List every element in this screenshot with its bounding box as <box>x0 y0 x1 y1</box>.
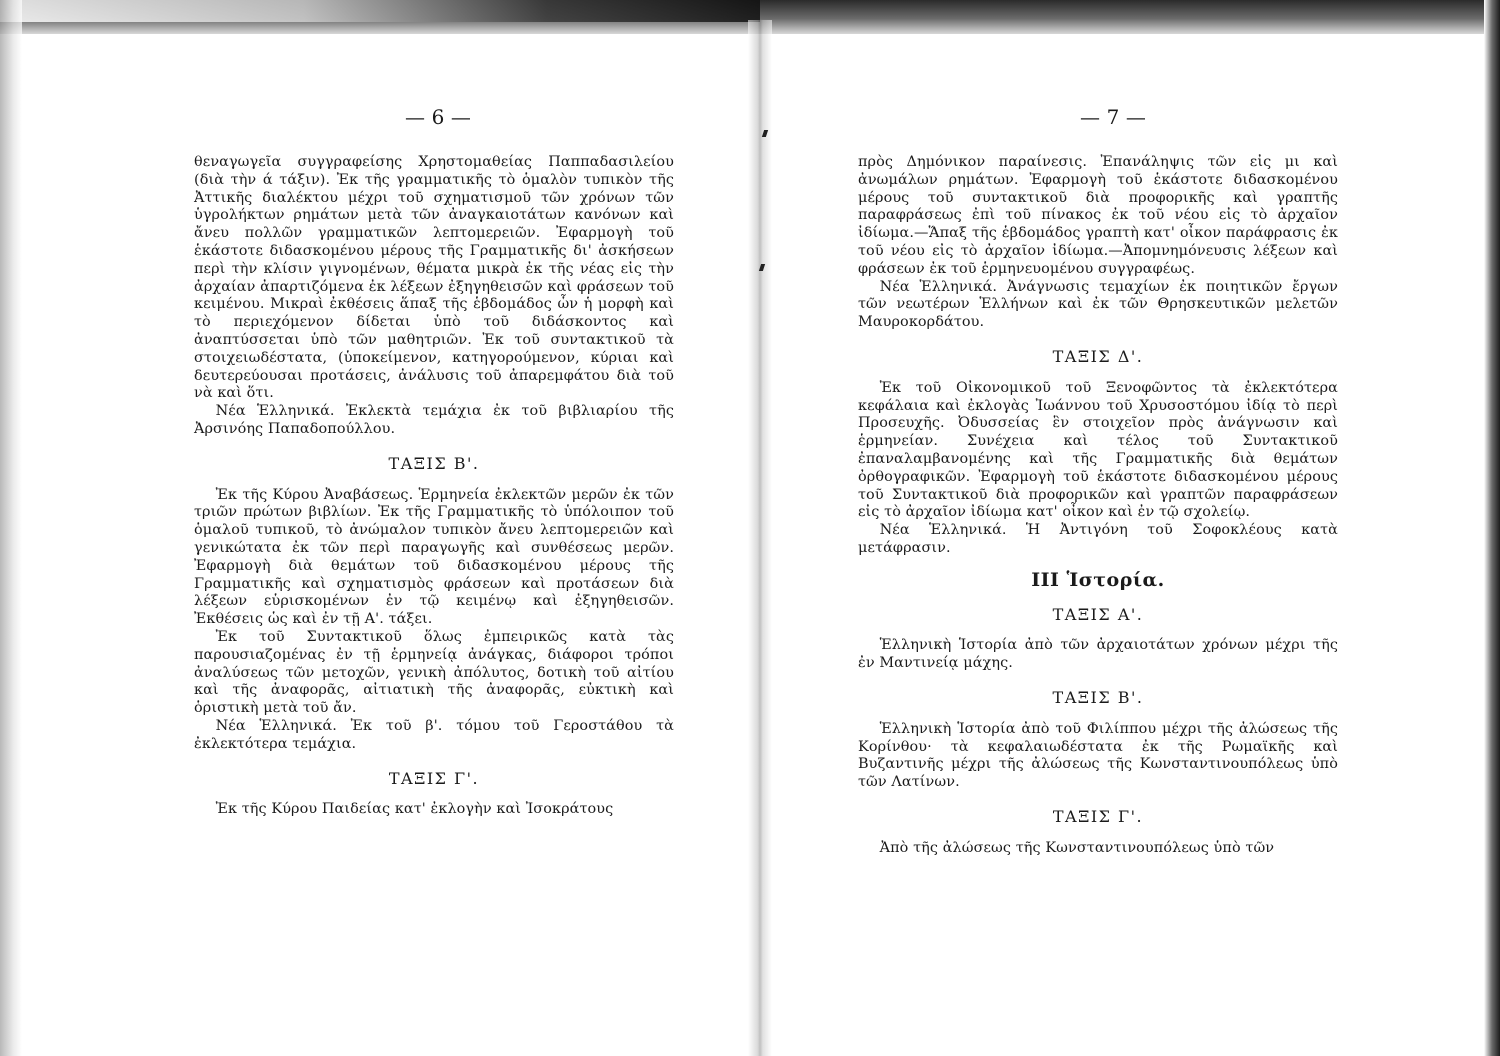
paragraph: Ἐκ τῆς Κύρου Παιδείας κατ' ἐκλογὴν καὶ Ἰσοκράτους <box>215 801 614 818</box>
left-page <box>194 104 674 819</box>
section-heading: ΤΑΞΙΣ Γ'. <box>388 768 480 788</box>
paragraph: Ἐκ τῆς Κύρου Ἀναβάσεως. Ἑρμηνεία ἐκλεκτῶν μερῶν ἐκ τῶν τριῶν πρώτων βιβλίων. Ἐκ τῆς Γραμματικῆς τὸ ὑπόλοιπον τοῦ ὁμαλοῦ τυπικοῦ, τὸ ἀνώμαλον τυπικὸν ἄνευ λεπτομερειῶν καὶ γενικώτατα ἐκ τῶν περὶ παραγωγῆς καὶ συνθέσεως μερῶν. Ἐφαρμογὴ διὰ θεμάτων τοῦ διδασκομένου μέρους τῆς Γραμματικῆς καὶ σχηματισμὸς φράσεων καὶ προτάσεων διὰ λέξεων εὑρισκομένων ἐν τῷ κειμένῳ καὶ ἐξηγηθεισῶν. Ἐκθέσεις ὡς καὶ ἐν τῇ Α'. τάξει. <box>194 486 674 628</box>
paragraph: Νέα Ἑλληνικά. Ἐκ τοῦ β'. τόμου τοῦ Γεροστάθου τὰ ἐκλεκτότερα τεμάχια. <box>194 717 674 752</box>
paragraph: Ἐκ τοῦ Συντακτικοῦ ὅλως ἐμπειρικῶς κατὰ τὰς παρουσιαζομένας ἐν τῇ ἑρμηνείᾳ ἀνάγκας, διάφοροι τρόποι ἀναλύσεως τῶν μετοχῶν, γενικὴ ἀπόλυτος, δοτικὴ τοῦ αἰτίου καὶ τῆς ἀναφορᾶς, αἰτιατικὴ τῆς ἀναφορᾶς, εὐκτικὴ καὶ ὁριστικὴ μετὰ τοῦ ἄν. <box>194 628 674 717</box>
scan-right-edge <box>1484 0 1500 1056</box>
paragraph: Ἑλληνικὴ Ἱστορία ἀπὸ τοῦ Φιλίππου μέχρι τῆς ἀλώσεως τῆς Κορίνθου· τὰ κεφαλαιωδέστατα ἐκ τῆς Ρωμαϊκῆς καὶ Βυζαντινῆς μέχρι τῆς ἀλώσεως τῆς Κωνσταντινουπόλεως ὑπὸ τῶν Λατίνων. <box>858 720 1338 791</box>
page-number: — 7 — <box>1080 105 1146 129</box>
paragraph: πρὸς Δημόνικον παραίνεσις. Ἐπανάληψις τῶν εἰς μι καὶ ἀνωμάλων ρημάτων. Ἐφαρμογὴ τοῦ ἑκάστοτε διδασκομένου μέρους τοῦ συντακτικοῦ διὰ προφορικῆς καὶ γραπτῆς παραφράσεως ἐπὶ τοῦ πίνακος ἐκ τοῦ νέου εἰς τὸ ἀρχαῖον ἰδίωμα.—Ἅπαξ τῆς ἑβδομάδος γραπτὴ κατ' οἶκον παράφρασις ἐκ τοῦ νέου εἰς τὸ ἀρχαῖον ἰδίωμα.—Ἀπομνημόνευσις λέξεων καὶ φράσεων ἐκ τοῦ ἑρμηνευομένου συγγραφέως. <box>858 154 1338 277</box>
scan-left-edge <box>0 0 22 1056</box>
chapter-heading: III Ἱστορία. <box>1031 568 1165 591</box>
paragraph: Νέα Ἑλληνικά. Ἡ Ἀντιγόνη τοῦ Σοφοκλέους κατὰ μετάφρασιν. <box>858 522 1338 556</box>
paragraph: Νέα Ἑλληνικά. Ἐκλεκτὰ τεμάχια ἐκ τοῦ βιβλιαρίου τῆς Ἀρσινόης Παπαδοπούλλου. <box>194 403 674 437</box>
right-page <box>858 104 1338 858</box>
scan-top-border-shadow <box>0 0 760 22</box>
section-heading: ΤΑΞΙΣ Γ'. <box>1052 806 1144 826</box>
section-heading: ΤΑΞΙΣ Α'. <box>1052 604 1144 624</box>
book-gutter <box>748 20 772 1056</box>
paragraph: θεναγωγεῖα συγγραφείσης Χρηστομαθείας Παππαδασιλείου (διὰ τὴν ά τάξιν). Ἐκ τῆς γραμματικῆς τὸ ὁμαλὸν τυπικὸν τῆς Ἀττικῆς διαλέκτου μέχρι τοῦ σχηματισμοῦ τῶν χρόνων τῶν ὑγρολήκτων ρημάτων μετὰ τῶν ἀναγκαιοτάτων κανόνων καὶ ἄνευ πολλῶν γραμματικῶν λεπτομερειῶν. Ἐφαρμογὴ τοῦ ἑκάστοτε διδασκομένου μέρους τῆς Γραμματικῆς δι' ἀσκήσεων περὶ τὴν κλίσιν γιγνομένων, θέματα μικρὰ ἐκ τῆς νέας εἰς τὴν ἀρχαίαν ἀπαρτιζόμενα ἐκ λέξεων ἐξηγηθεισῶν καὶ φράσεων τοῦ κειμένου. Μικραὶ ἐκθέσεις ἅπαξ τῆς ἑβδομάδος ὧν ἡ μορφὴ καὶ τὸ περιεχόμενον δίδεται ὑπὸ τοῦ διδάσκοντος καὶ ἀναπτύσσεται ὑπὸ τῶν μαθητριῶν. Ἐκ τοῦ συντακτικοῦ τὰ στοιχειωδέστατα, (ὑποκείμενον, κατηγορούμενον, κύριαι καὶ δευτερεύουσαι προτάσεις, ἀνάλυσις τοῦ ἀπαρεμφάτου διὰ τοῦ νὰ καὶ ὅτι. <box>194 154 674 402</box>
paragraph: Ἀπὸ τῆς ἀλώσεως τῆς Κωνσταντινουπόλεως ὑπὸ τῶν <box>879 839 1275 856</box>
paragraph: Ἐκ τοῦ Οἰκονομικοῦ τοῦ Ξενοφῶντος τὰ ἐκλεκτότερα κεφάλαια καὶ ἐκλογὰς Ἰωάννου τοῦ Χρυσοστόμου ἰδίᾳ τὸ περὶ Προσευχῆς. Ὀδυσσείας ἓν στοιχεῖον πρὸς ἀνάγνωσιν καὶ ἑρμηνείαν. Συνέχεια καὶ τέλος τοῦ Συντακτικοῦ ἐπαναλαμβανομένης καὶ τῆς Γραμματικῆς διὰ θεμάτων ὀρθογραφικῶν. Ἐφαρμογὴ τοῦ ἑκάστοτε διδασκομένου μέρους τοῦ Συντακτικοῦ διὰ προφορικῶν καὶ γραπτῶν παραφράσεων εἰς τὸ ἀρχαῖον ἰδίωμα κατ' οἶκον καὶ ἐν τῷ σχολείῳ. <box>858 379 1338 521</box>
section-heading: ΤΑΞΙΣ Δ'. <box>1052 346 1144 366</box>
paragraph: Νέα Ἑλληνικά. Ἀνάγνωσις τεμαχίων ἐκ ποιητικῶν ἔργων τῶν νεωτέρων Ἑλλήνων καὶ ἐκ τῶν Θρησκευτικῶν μελετῶν Μαυροκορδάτου. <box>858 278 1338 331</box>
page-number: — 6 — <box>405 105 471 129</box>
paragraph: Ἑλληνικὴ Ἱστορία ἀπὸ τῶν ἀρχαιοτάτων χρόνων μέχρι τῆς ἐν Μαντινείᾳ μάχης. <box>858 637 1338 672</box>
section-heading: ΤΑΞΙΣ Β'. <box>388 453 480 473</box>
section-heading: ΤΑΞΙΣ Β'. <box>1052 687 1144 707</box>
